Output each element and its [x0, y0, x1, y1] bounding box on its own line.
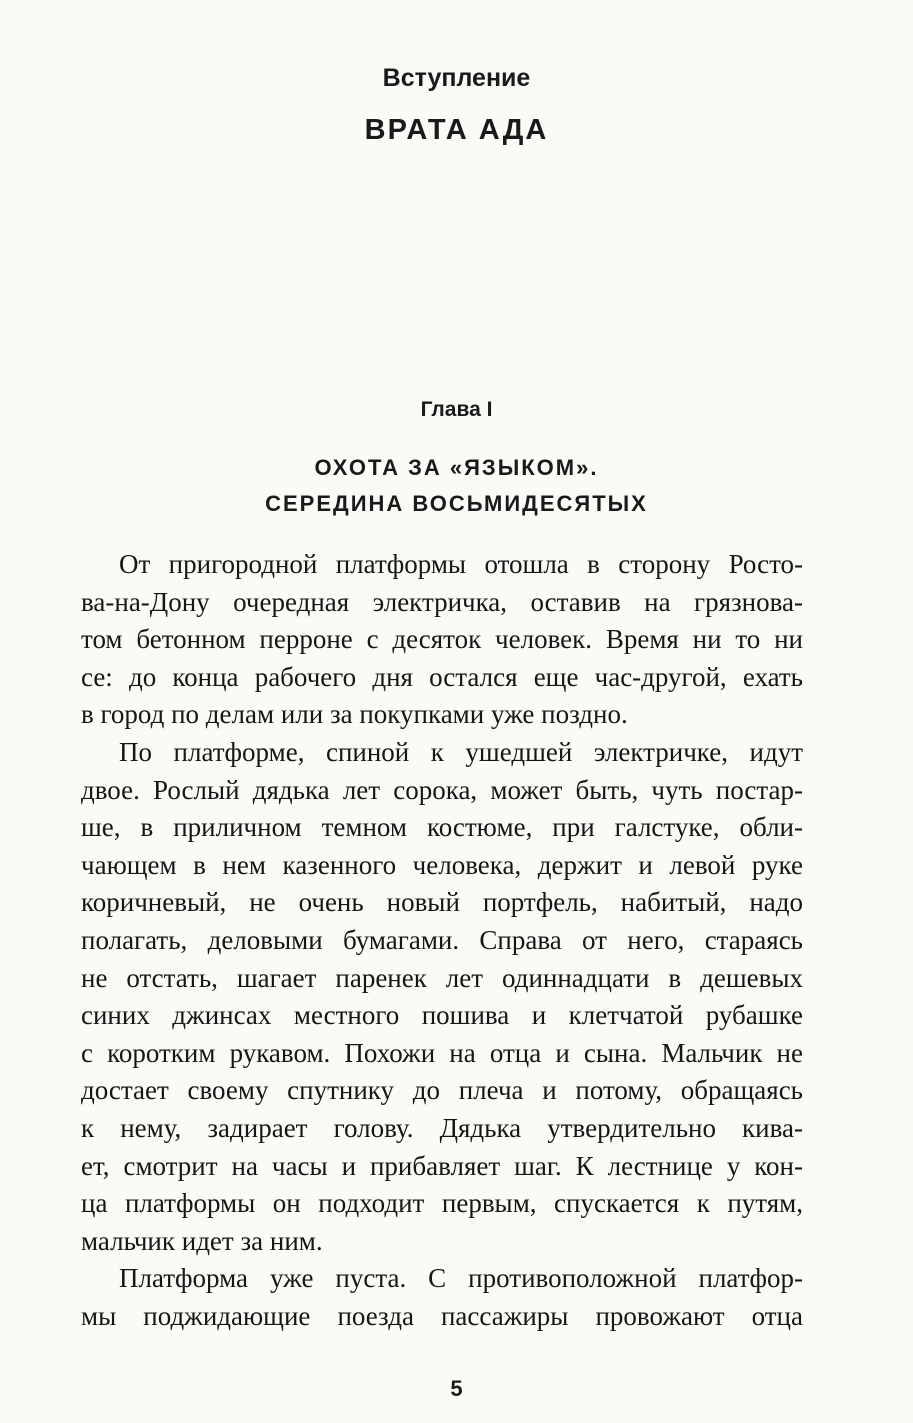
text-line: полагать, деловыми бумагами. Справа от него, стараясь	[81, 924, 803, 955]
intro-title: ВРАТА АДА	[364, 114, 549, 146]
chapter-title	[0, 450, 913, 522]
chapter-title-line: СЕРЕДИНА ВОСЬМИДЕСЯТЫХ	[265, 491, 648, 516]
text-line: двое. Рослый дядька лет сорока, может быть, чуть постар-	[81, 774, 803, 805]
text-line: достает своему спутнику до плеча и потому, обращаясь	[81, 1075, 803, 1106]
text-line: се: до конца рабочего дня остался еще час-другой, ехать	[81, 661, 803, 692]
chapter-label: Глава I	[420, 398, 493, 421]
text-line: том бетонном перроне с десяток человек. Время ни то ни	[81, 624, 803, 655]
text-line: чающем в нем казенного человека, держит и левой руке	[81, 849, 803, 880]
text-line: мальчик идет за ним.	[81, 1225, 323, 1256]
text-line: синих джинсах местного пошива и клетчатой рубашке	[81, 1000, 803, 1031]
text-line: в город по делам или за покупками уже поздно.	[81, 699, 628, 730]
chapter-title-line: ОХОТА ЗА «ЯЗЫКОМ».	[314, 455, 599, 480]
text-line: к нему, задирает голову. Дядька утвердительно кива-	[81, 1112, 803, 1143]
text-line: По платформе, спиной к ушедшей электричке, идут	[119, 736, 803, 767]
text-line: ца платформы он подходит первым, спускается к путям,	[81, 1188, 803, 1219]
text-line: не отстать, шагает паренек лет одиннадцати в дешевых	[81, 962, 803, 993]
text-line: коричневый, не очень новый портфель, набитый, надо	[81, 887, 803, 918]
text-line: с коротким рукавом. Похожи на отца и сына. Мальчик не	[81, 1037, 803, 1068]
text-line: Платформа уже пуста. С противоположной платфор-	[119, 1263, 803, 1294]
text-line: мы поджидающие поезда пассажиры провожают отца	[81, 1300, 803, 1331]
intro-label: Вступление	[382, 64, 531, 92]
text-line: ет, смотрит на часы и прибавляет шаг. К лестнице у кон-	[81, 1150, 803, 1181]
text-line: ва-на-Дону очередная электричка, оставив на грязнова-	[81, 586, 803, 617]
body-text	[81, 546, 803, 1335]
page-number: 5	[450, 1376, 463, 1401]
text-line: От пригородной платформы отошла в сторону Росто-	[119, 549, 803, 579]
text-line: ше, в приличном темном костюме, при галстуке, обли-	[81, 812, 803, 843]
